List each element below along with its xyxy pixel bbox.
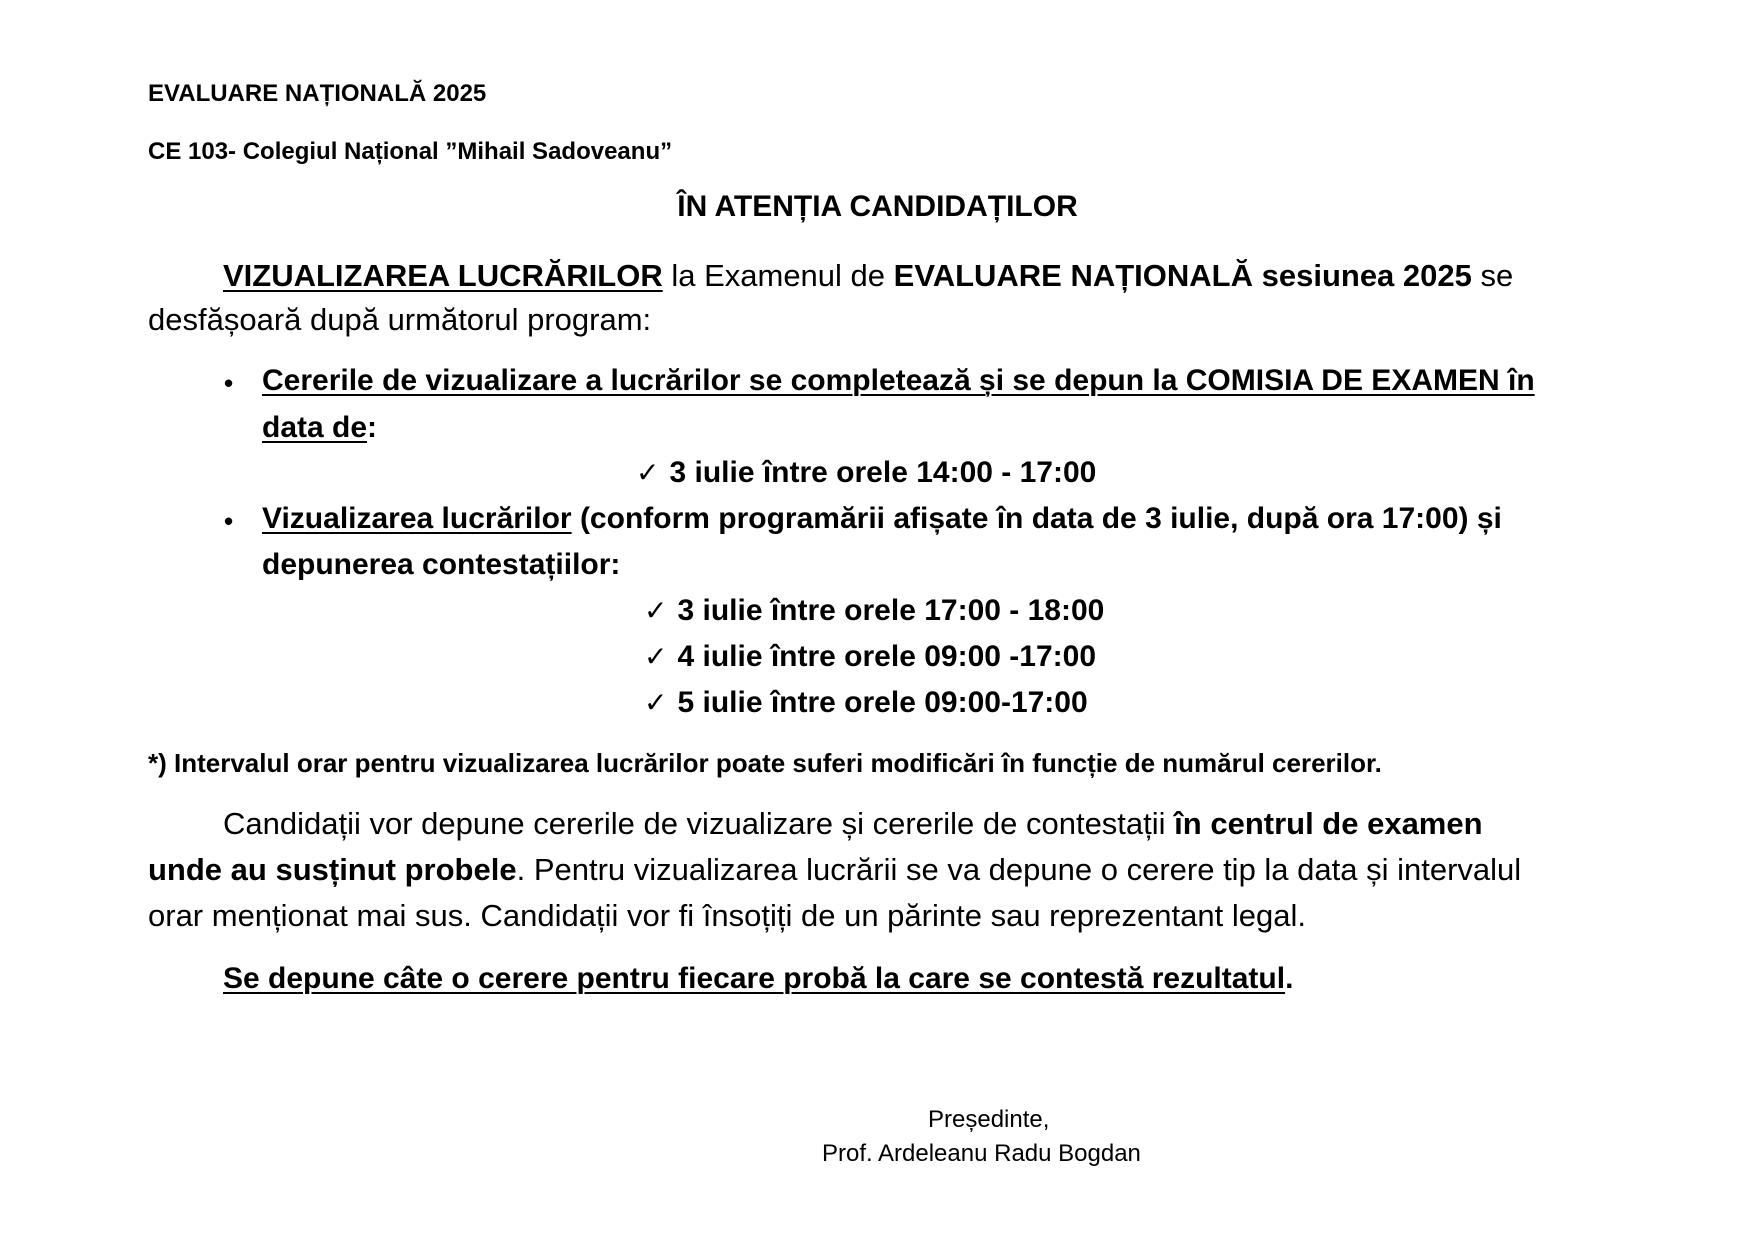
check-icon: ✓: [644, 687, 668, 718]
check-icon: ✓: [636, 457, 660, 488]
bullet1-line2: data de:: [262, 411, 378, 444]
check-icon: ✓: [644, 641, 668, 672]
bullet2-line1: Vizualizarea lucrărilor (conform programării afișate în data de 3 iulie, după ora 17:00) și: [262, 502, 1502, 535]
bullet1-line1: Cererile de vizualizare a lucrărilor se completează și se depun la COMISIA DE EXAMEN în: [262, 364, 1535, 397]
signature-name: Prof. Ardeleanu Radu Bogdan: [822, 1140, 1141, 1167]
notice-title: ÎN ATENȚIA CANDIDAȚILOR: [677, 190, 1078, 223]
final-statement: Se depune câte o cerere pentru fiecare probă la care se contestă rezultatul.: [223, 962, 1294, 995]
footnote: *) Intervalul orar pentru vizualizarea lucrărilor poate suferi modificări în funcție de numărul cererilor.: [148, 748, 1382, 778]
intro-mid: la Examenul de: [662, 258, 894, 293]
para-line-1: Candidații vor depune cererile de vizualizare și cererile de contestații în centrul de examen: [223, 806, 1483, 841]
signature-role: Președinte,: [928, 1106, 1050, 1133]
date-item: ✓ 3 iulie între orele 14:00 - 17:00: [636, 456, 1097, 489]
exam-center: CE 103- Colegiul Național ”Mihail Sadoveanu”: [148, 138, 673, 165]
intro-line-2: desfășoară după următorul program:: [148, 302, 652, 337]
check-icon: ✓: [644, 595, 668, 626]
para-line-2: unde au susținut probele. Pentru vizualizarea lucrării se va depune o cerere tip la data și intervalul: [148, 852, 1522, 887]
bullet2-line2: depunerea contestațiilor:: [262, 548, 621, 581]
date-item: ✓ 3 iulie între orele 17:00 - 18:00: [644, 594, 1105, 627]
exam-title: EVALUARE NAȚIONALĂ 2025: [148, 80, 487, 107]
bullet-dot: •: [224, 368, 234, 398]
date-item: ✓ 5 iulie între orele 09:00-17:00: [644, 686, 1088, 719]
intro-exam: EVALUARE NAȚIONALĂ sesiunea 2025: [893, 258, 1472, 293]
intro-line-1: [223, 258, 1513, 294]
bullet-dot: •: [224, 506, 234, 536]
para-line-3: orar menționat mai sus. Candidații vor fi însoțiți de un părinte sau reprezentant legal.: [148, 898, 1306, 933]
intro-lead: VIZUALIZAREA LUCRĂRILOR: [223, 258, 663, 293]
date-item: ✓ 4 iulie între orele 09:00 -17:00: [644, 640, 1097, 673]
intro-tail: se: [1471, 258, 1514, 293]
